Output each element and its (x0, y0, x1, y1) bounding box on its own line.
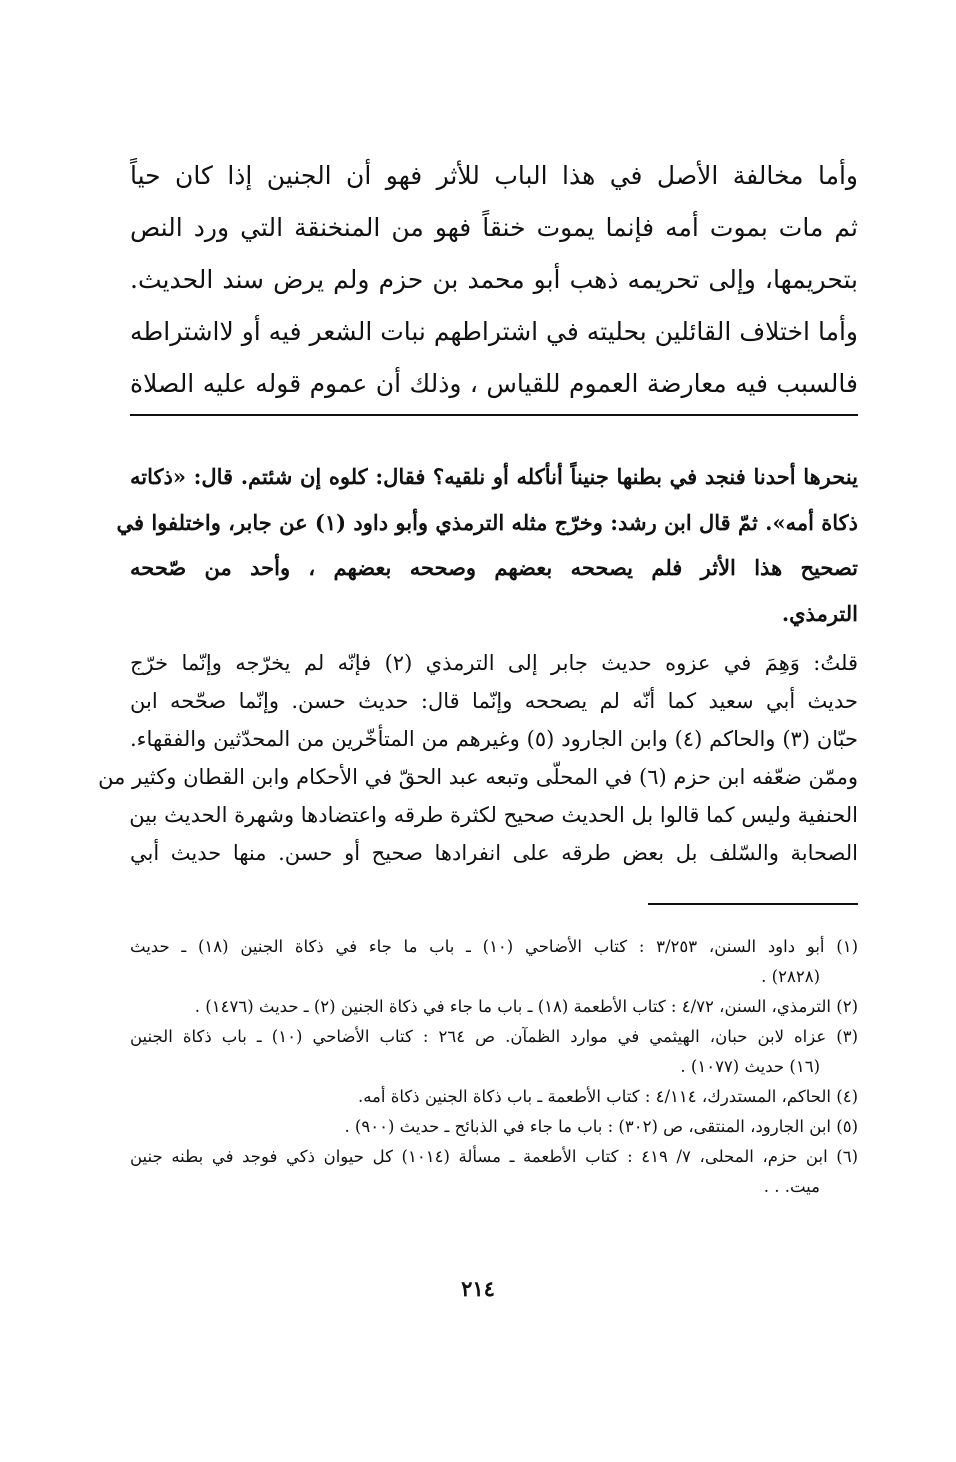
quote-line: تصحيح هذا الأثر فلم يصححه بعضهم وصححه بعضهم ، وأحد من صّححه (130, 555, 858, 580)
commentary-line: حبّان (٣) والحاكم (٤) وابن الجارود (٥) وغيرهم من المتأخّرين من المحدّثين والفقهاء. (130, 727, 859, 751)
footnote-text: (٣) عزاه لابن حبان، الهيثمي في موارد الظمآن. ص ٢٦٤ : كتاب الأضاحي (١٠) ـ باب ذكاة الجنين (130, 1027, 859, 1046)
footnote-text: (٢) الترمذي، السنن، ٤/٧٢ : كتاب الأطعمة (١٨) ـ باب ما جاء في ذكاة الجنين (٢) ـ حديث (١٤٧٦) . (194, 997, 858, 1016)
footnote-continuation: (٢٨٢٨) . (761, 967, 820, 986)
commentary-line: الحنفية وليس كما قالوا بل الحديث صحيح لكثرة طرقه واعتضادها وشهرة الحديث بين (129, 803, 858, 827)
footnote-text: (٥) ابن الجارود، المنتقى، ص (٣٠٢) : باب ما جاء في الذبائح ـ حديث (٩٠٠) . (344, 1117, 858, 1136)
footnote-continuation: ميت. . . (763, 1177, 820, 1196)
main-text (130, 150, 858, 410)
commentary-line: حديث أبي سعيد كما أنّه لم يصححه وإنّما قال: حديث حسن. وإنّما صحّحه ابن (130, 689, 858, 713)
footnote (130, 932, 858, 992)
footnote-continuation: (١٦) حديث (١٠٧٧) . (680, 1057, 820, 1076)
footnote (130, 1022, 858, 1082)
footnote-divider (648, 903, 858, 905)
main-line: وأما اختلاف القائلين بحليته في اشتراطهم نبات الشعر فيه أو لااشتراطه (130, 317, 858, 346)
main-line: ثم مات بموت أمه فإنما يموت خنقاً فهو من المنخنقة التي ورد النص (130, 213, 858, 242)
main-line: وأما مخالفة الأصل في هذا الباب للأثر فهو أن الجنين إذا كان حياً (130, 161, 858, 190)
quoted-text (116, 454, 858, 636)
quote-line: ينحرها أحدنا فنجد في بطنها جنيناً أنأكله أو نلقيه؟ فقال: كلوه إن شئتم. قال: «ذكاته (130, 464, 858, 489)
main-line: بتحريمها، وإلى تحريمه ذهب أبو محمد بن حزم ولم يرض سند الحديث. (130, 265, 858, 294)
footnote (130, 1082, 858, 1112)
commentary-text (98, 644, 859, 872)
footnote (130, 1112, 858, 1142)
footnotes (130, 932, 858, 1202)
footnote-text: (٦) ابن حزم، المحلى، ٧/ ٤١٩ : كتاب الأطعمة ـ مسألة (١٠١٤) كل حيوان ذكي فوجد في بطنه جنين (130, 1147, 859, 1166)
page-number: ٢١٤ (461, 1276, 495, 1301)
footnote (130, 1142, 858, 1202)
footnote-text: (٤) الحاكم، المستدرك، ٤/١١٤ : كتاب الأطعمة ـ باب ذكاة الجنين ذكاة أمه. (357, 1087, 858, 1106)
section-divider (130, 414, 858, 416)
commentary-line: الصحابة والسّلف بل بعض طرقه على انفرادها صحيح أو حسن. منها حديث أبي (130, 841, 858, 865)
quote-line: ذكاة أمه». ثمّ قال ابن رشد: وخرّج مثله الترمذي وأبو داود (١) عن جابر، واختلفوا في (116, 509, 858, 535)
commentary-line: وممّن ضعّفه ابن حزم (٦) في المحلّى وتبعه عبد الحقّ في الأحكام وابن القطان وكثير من (98, 765, 858, 789)
main-line: فالسبب فيه معارضة العموم للقياس ، وذلك أن عموم قوله عليه الصلاة (130, 369, 858, 398)
quote-line: الترمذي. (781, 600, 858, 626)
commentary-line: قلتُ: وَهِمَ في عزوه حديث جابر إلى الترمذي (٢) فإنّه لم يخرّجه وإنّما خرّج (130, 651, 858, 675)
footnote-text: (١) أبو داود السنن، ٣/٢٥٣ : كتاب الأضاحي (١٠) ـ باب ما جاء في ذكاة الجنين (١٨) ـ حديث (130, 937, 859, 956)
footnote (130, 992, 858, 1022)
